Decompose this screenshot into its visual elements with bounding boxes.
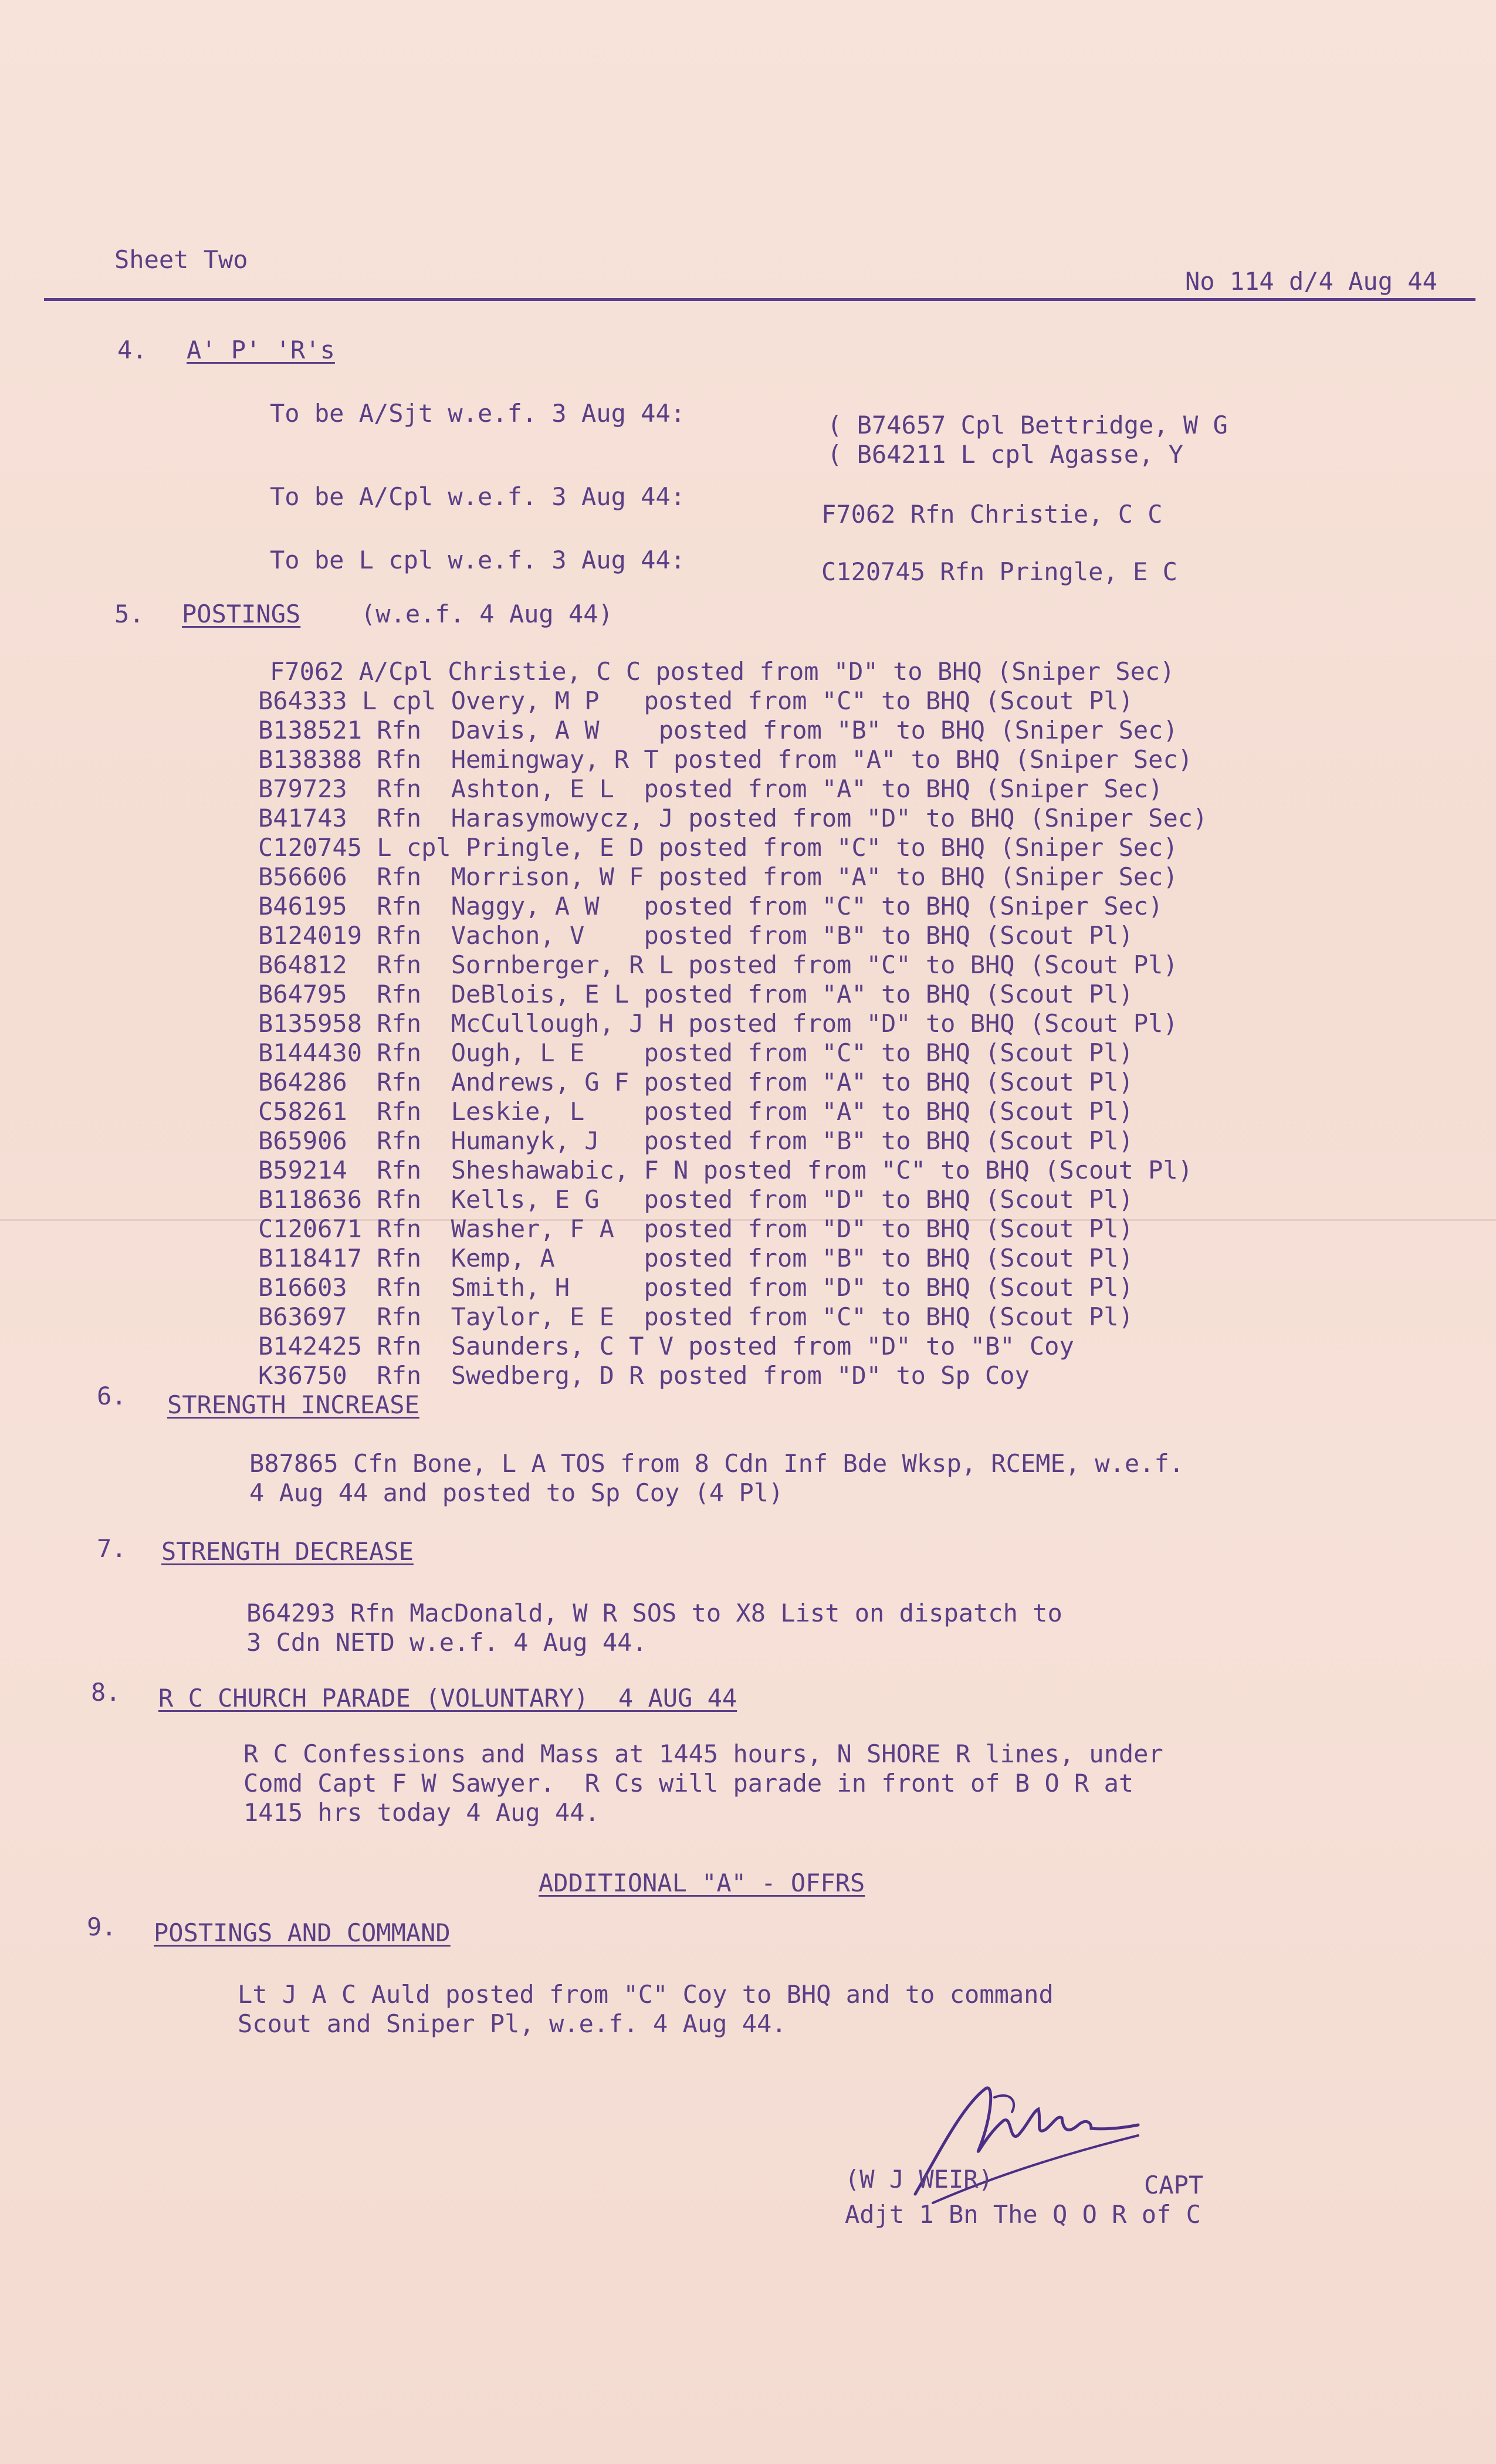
posting-row: B16603 Rfn Smith, H posted from "D" to BHQ (Scout Pl) (258, 1273, 1133, 1302)
posting-row: B41743 Rfn Harasymowycz, J posted from "D" to BHQ (Sniper Sec) (258, 804, 1208, 832)
strength-decrease-line-1: B64293 Rfn MacDonald, W R SOS to X8 List on dispatch to (246, 1599, 1062, 1627)
appt-line-3-left: To be A/Cpl w.e.f. 3 Aug 44: (270, 482, 686, 511)
section-5-wef: (w.e.f. 4 Aug 44) (361, 600, 613, 628)
appt-line-4-left: To be L cpl w.e.f. 3 Aug 44: (270, 546, 686, 574)
section-9-title: POSTINGS AND COMMAND (154, 1918, 451, 1947)
postings-command-line-2: Scout and Sniper Pl, w.e.f. 4 Aug 44. (238, 2009, 787, 2038)
additional-offrs-heading: ADDITIONAL "A" - OFFRS (539, 1869, 865, 1897)
section-5-number: 5. (114, 600, 144, 628)
posting-row: B118417 Rfn Kemp, A posted from "B" to BHQ (Scout Pl) (258, 1244, 1133, 1272)
signatory-name: (W J WEIR) (845, 2165, 993, 2194)
appt-line-4-right: C120745 Rfn Pringle, E C (821, 557, 1177, 586)
posting-row: B142425 Rfn Saunders, C T V posted from "D" to "B" Coy (258, 1332, 1074, 1360)
section-9-number: 9. (87, 1913, 117, 1941)
posting-row: B138521 Rfn Davis, A W posted from "B" to BHQ (Sniper Sec) (258, 716, 1178, 744)
posting-row: B118636 Rfn Kells, E G posted from "D" to BHQ (Scout Pl) (258, 1185, 1133, 1214)
appt-line-3-right: F7062 Rfn Christie, C C (821, 500, 1163, 529)
section-4-number: 4. (117, 336, 147, 364)
strength-increase-line-1: B87865 Cfn Bone, L A TOS from 8 Cdn Inf Bde Wksp, RCEME, w.e.f. (249, 1449, 1184, 1478)
posting-row: B46195 Rfn Naggy, A W posted from "C" to BHQ (Sniper Sec) (258, 892, 1163, 920)
sheet-label: Sheet Two (114, 245, 248, 274)
posting-row: B124019 Rfn Vachon, V posted from "B" to BHQ (Scout Pl) (258, 921, 1133, 950)
signatory-rank: CAPT (1144, 2171, 1204, 2199)
posting-row: B64795 Rfn DeBlois, E L posted from "A" to BHQ (Scout Pl) (258, 980, 1133, 1008)
church-parade-line-1: R C Confessions and Mass at 1445 hours, N SHORE R lines, under (243, 1739, 1163, 1768)
posting-row: B64812 Rfn Sornberger, R L posted from "C" to BHQ (Scout Pl) (258, 950, 1178, 979)
section-5-title: POSTINGS (182, 600, 301, 628)
strength-increase-line-2: 4 Aug 44 and posted to Sp Coy (4 Pl) (249, 1478, 784, 1507)
posting-row: C120745 L cpl Pringle, E D posted from "C" to BHQ (Sniper Sec) (258, 833, 1178, 862)
posting-row: K36750 Rfn Swedberg, D R posted from "D" to Sp Coy (258, 1361, 1030, 1390)
posting-row: B144430 Rfn Ough, L E posted from "C" to BHQ (Scout Pl) (258, 1038, 1133, 1067)
church-parade-line-2: Comd Capt F W Sawyer. R Cs will parade in front of B O R at (243, 1769, 1134, 1798)
posting-row: B64333 L cpl Overy, M P posted from "C" to BHQ (Scout Pl) (258, 686, 1133, 715)
section-7-number: 7. (97, 1534, 127, 1563)
posting-row: F7062 A/Cpl Christie, C C posted from "D" to BHQ (Sniper Sec) (270, 657, 1175, 686)
posting-row: B135958 Rfn McCullough, J H posted from "D" to BHQ (Scout Pl) (258, 1009, 1178, 1038)
section-4-title: A' P' 'R's (187, 336, 335, 364)
appt-line-1-left: To be A/Sjt w.e.f. 3 Aug 44: (270, 399, 686, 428)
section-8-number: 8. (91, 1678, 121, 1707)
appt-line-2-right: ( B64211 L cpl Agasse, Y (827, 440, 1183, 469)
section-6-title: STRENGTH INCREASE (167, 1390, 419, 1419)
posting-row: B56606 Rfn Morrison, W F posted from "A" to BHQ (Sniper Sec) (258, 862, 1178, 891)
posting-row: B64286 Rfn Andrews, G F posted from "A" to BHQ (Scout Pl) (258, 1068, 1133, 1096)
posting-row: B59214 Rfn Sheshawabic, F N posted from "C" to BHQ (Scout Pl) (258, 1156, 1193, 1184)
header-rule (44, 298, 1475, 301)
posting-row: B63697 Rfn Taylor, E E posted from "C" to BHQ (Scout Pl) (258, 1302, 1133, 1331)
posting-row: C120671 Rfn Washer, F A posted from "D" to BHQ (Scout Pl) (258, 1214, 1133, 1243)
posting-row: B138388 Rfn Hemingway, R T posted from "A" to BHQ (Sniper Sec) (258, 745, 1193, 774)
signatory-appointment: Adjt 1 Bn The Q O R of C (845, 2200, 1201, 2229)
posting-row: B79723 Rfn Ashton, E L posted from "A" to BHQ (Sniper Sec) (258, 774, 1163, 803)
section-8-title: R C CHURCH PARADE (VOLUNTARY) 4 AUG 44 (158, 1684, 737, 1712)
section-7-title: STRENGTH DECREASE (161, 1537, 414, 1566)
order-number: No 114 d/4 Aug 44 (1185, 267, 1437, 296)
postings-command-line-1: Lt J A C Auld posted from "C" Coy to BHQ and to command (238, 1980, 1054, 2009)
section-6-number: 6. (97, 1382, 127, 1410)
appt-line-1-right: ( B74657 Cpl Bettridge, W G (827, 411, 1228, 439)
posting-row: B65906 Rfn Humanyk, J posted from "B" to BHQ (Scout Pl) (258, 1126, 1133, 1155)
posting-row: C58261 Rfn Leskie, L posted from "A" to BHQ (Scout Pl) (258, 1097, 1133, 1126)
church-parade-line-3: 1415 hrs today 4 Aug 44. (243, 1798, 600, 1827)
strength-decrease-line-2: 3 Cdn NETD w.e.f. 4 Aug 44. (246, 1628, 647, 1657)
